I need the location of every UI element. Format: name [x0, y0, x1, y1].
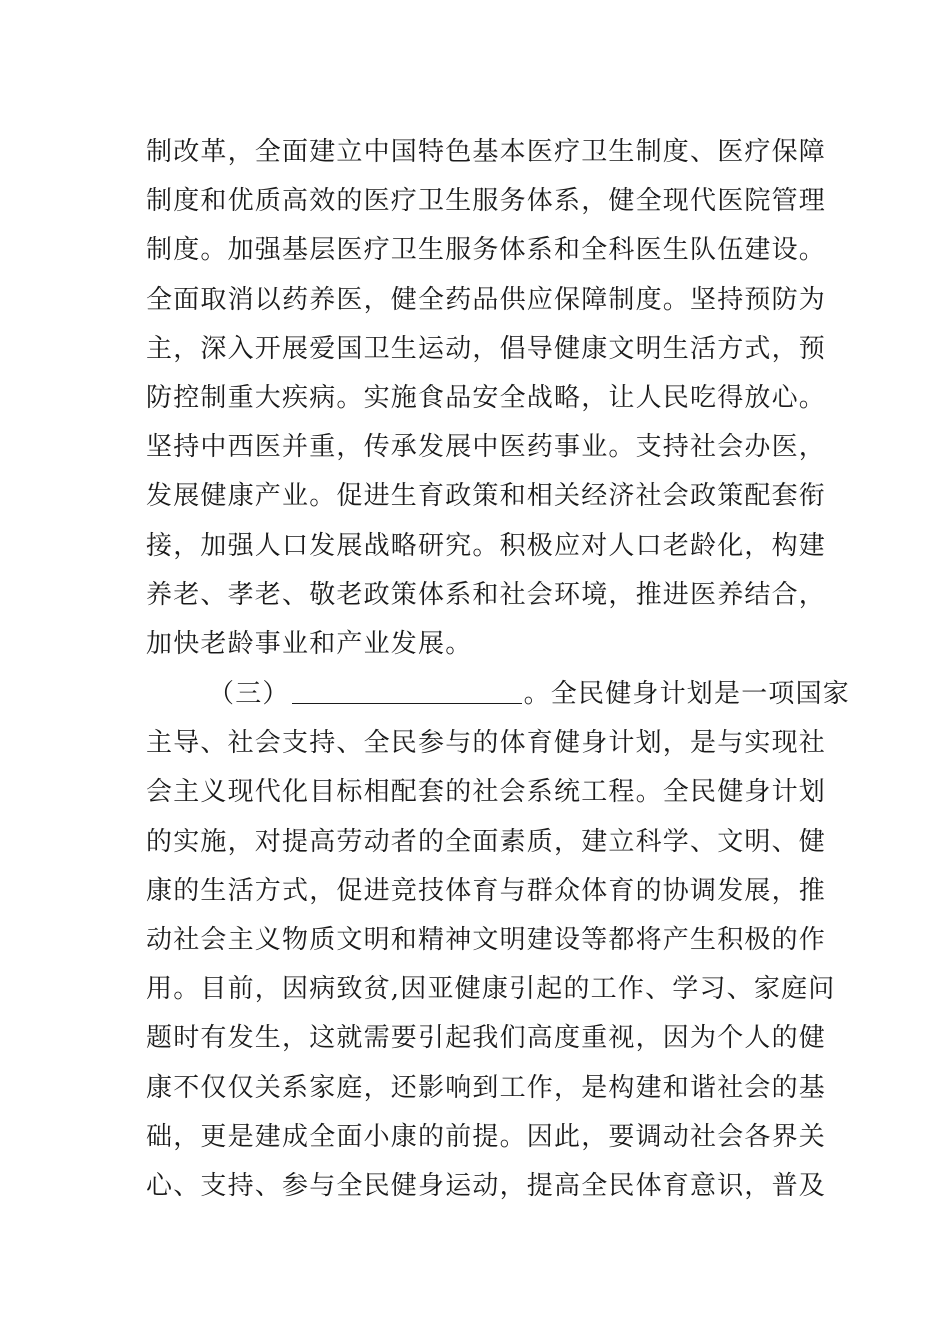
fill-in-blank[interactable]: [292, 677, 522, 704]
text-line: 制改革，全面建立中国特色基本医疗卫生制度、医疗保障: [146, 137, 827, 167]
section-number: （三）: [208, 679, 290, 709]
text-line: 动社会主义物质文明和精神文明建设等都将产生积极的作: [146, 924, 827, 955]
section-heading-line: [146, 670, 851, 719]
text-line: 的实施，对提高劳动者的全面素质，建立科学、文明、健: [146, 826, 827, 857]
text-line: 题时有发生，这就需要引起我们高度重视，因为个人的健: [146, 1023, 827, 1054]
text-line: 会主义现代化目标相配套的社会系统工程。全民健身计划: [146, 777, 827, 808]
text-line: 主导、社会支持、全民参与的体育健身计划，是与实现社: [146, 728, 827, 759]
text-line: 坚持中西医并重，传承发展中医药事业。支持社会办医，: [146, 432, 827, 463]
text-line: 制度。加强基层医疗卫生服务体系和全科医生队伍建设。: [146, 235, 827, 266]
text-line: 全面取消以药养医，健全药品供应保障制度。坚持预防为: [146, 284, 827, 315]
text-line: 用。目前，因病致贫,因亚健康引起的工作、学习、家庭问: [146, 974, 836, 1005]
paragraph-healthcare-reform: [146, 128, 826, 669]
paragraph-fitness-plan: [146, 670, 851, 1211]
text-line: 础，更是建成全面小康的前提。因此，要调动社会各界关: [146, 1121, 827, 1152]
text-line: 发展健康产业。促进生育政策和相关经济社会政策配套衔: [146, 481, 827, 512]
text-line: 主，深入开展爱国卫生运动，倡导健康文明生活方式，预: [146, 333, 827, 364]
text-line: 康的生活方式，促进竞技体育与群众体育的协调发展，推: [146, 875, 827, 906]
text-line: 制度和优质高效的医疗卫生服务体系，健全现代医院管理: [146, 186, 827, 217]
text-line: 康不仅仅关系家庭，还影响到工作，是构建和谐社会的基: [146, 1072, 827, 1103]
text-line: 防控制重大疾病。实施食品安全战略，让人民吃得放心。: [146, 382, 827, 413]
text-line: 心、支持、参与全民健身运动，提高全民体育意识，普及: [146, 1170, 827, 1201]
text-line: 接，加强人口发展战略研究。积极应对人口老龄化，构建: [146, 530, 827, 561]
text-line: 养老、孝老、敬老政策体系和社会环境，推进医养结合，: [146, 579, 827, 610]
heading-continuation: 。全民健身计划是一项国家: [523, 679, 851, 709]
text-line: 加快老龄事业和产业发展。: [146, 628, 473, 659]
